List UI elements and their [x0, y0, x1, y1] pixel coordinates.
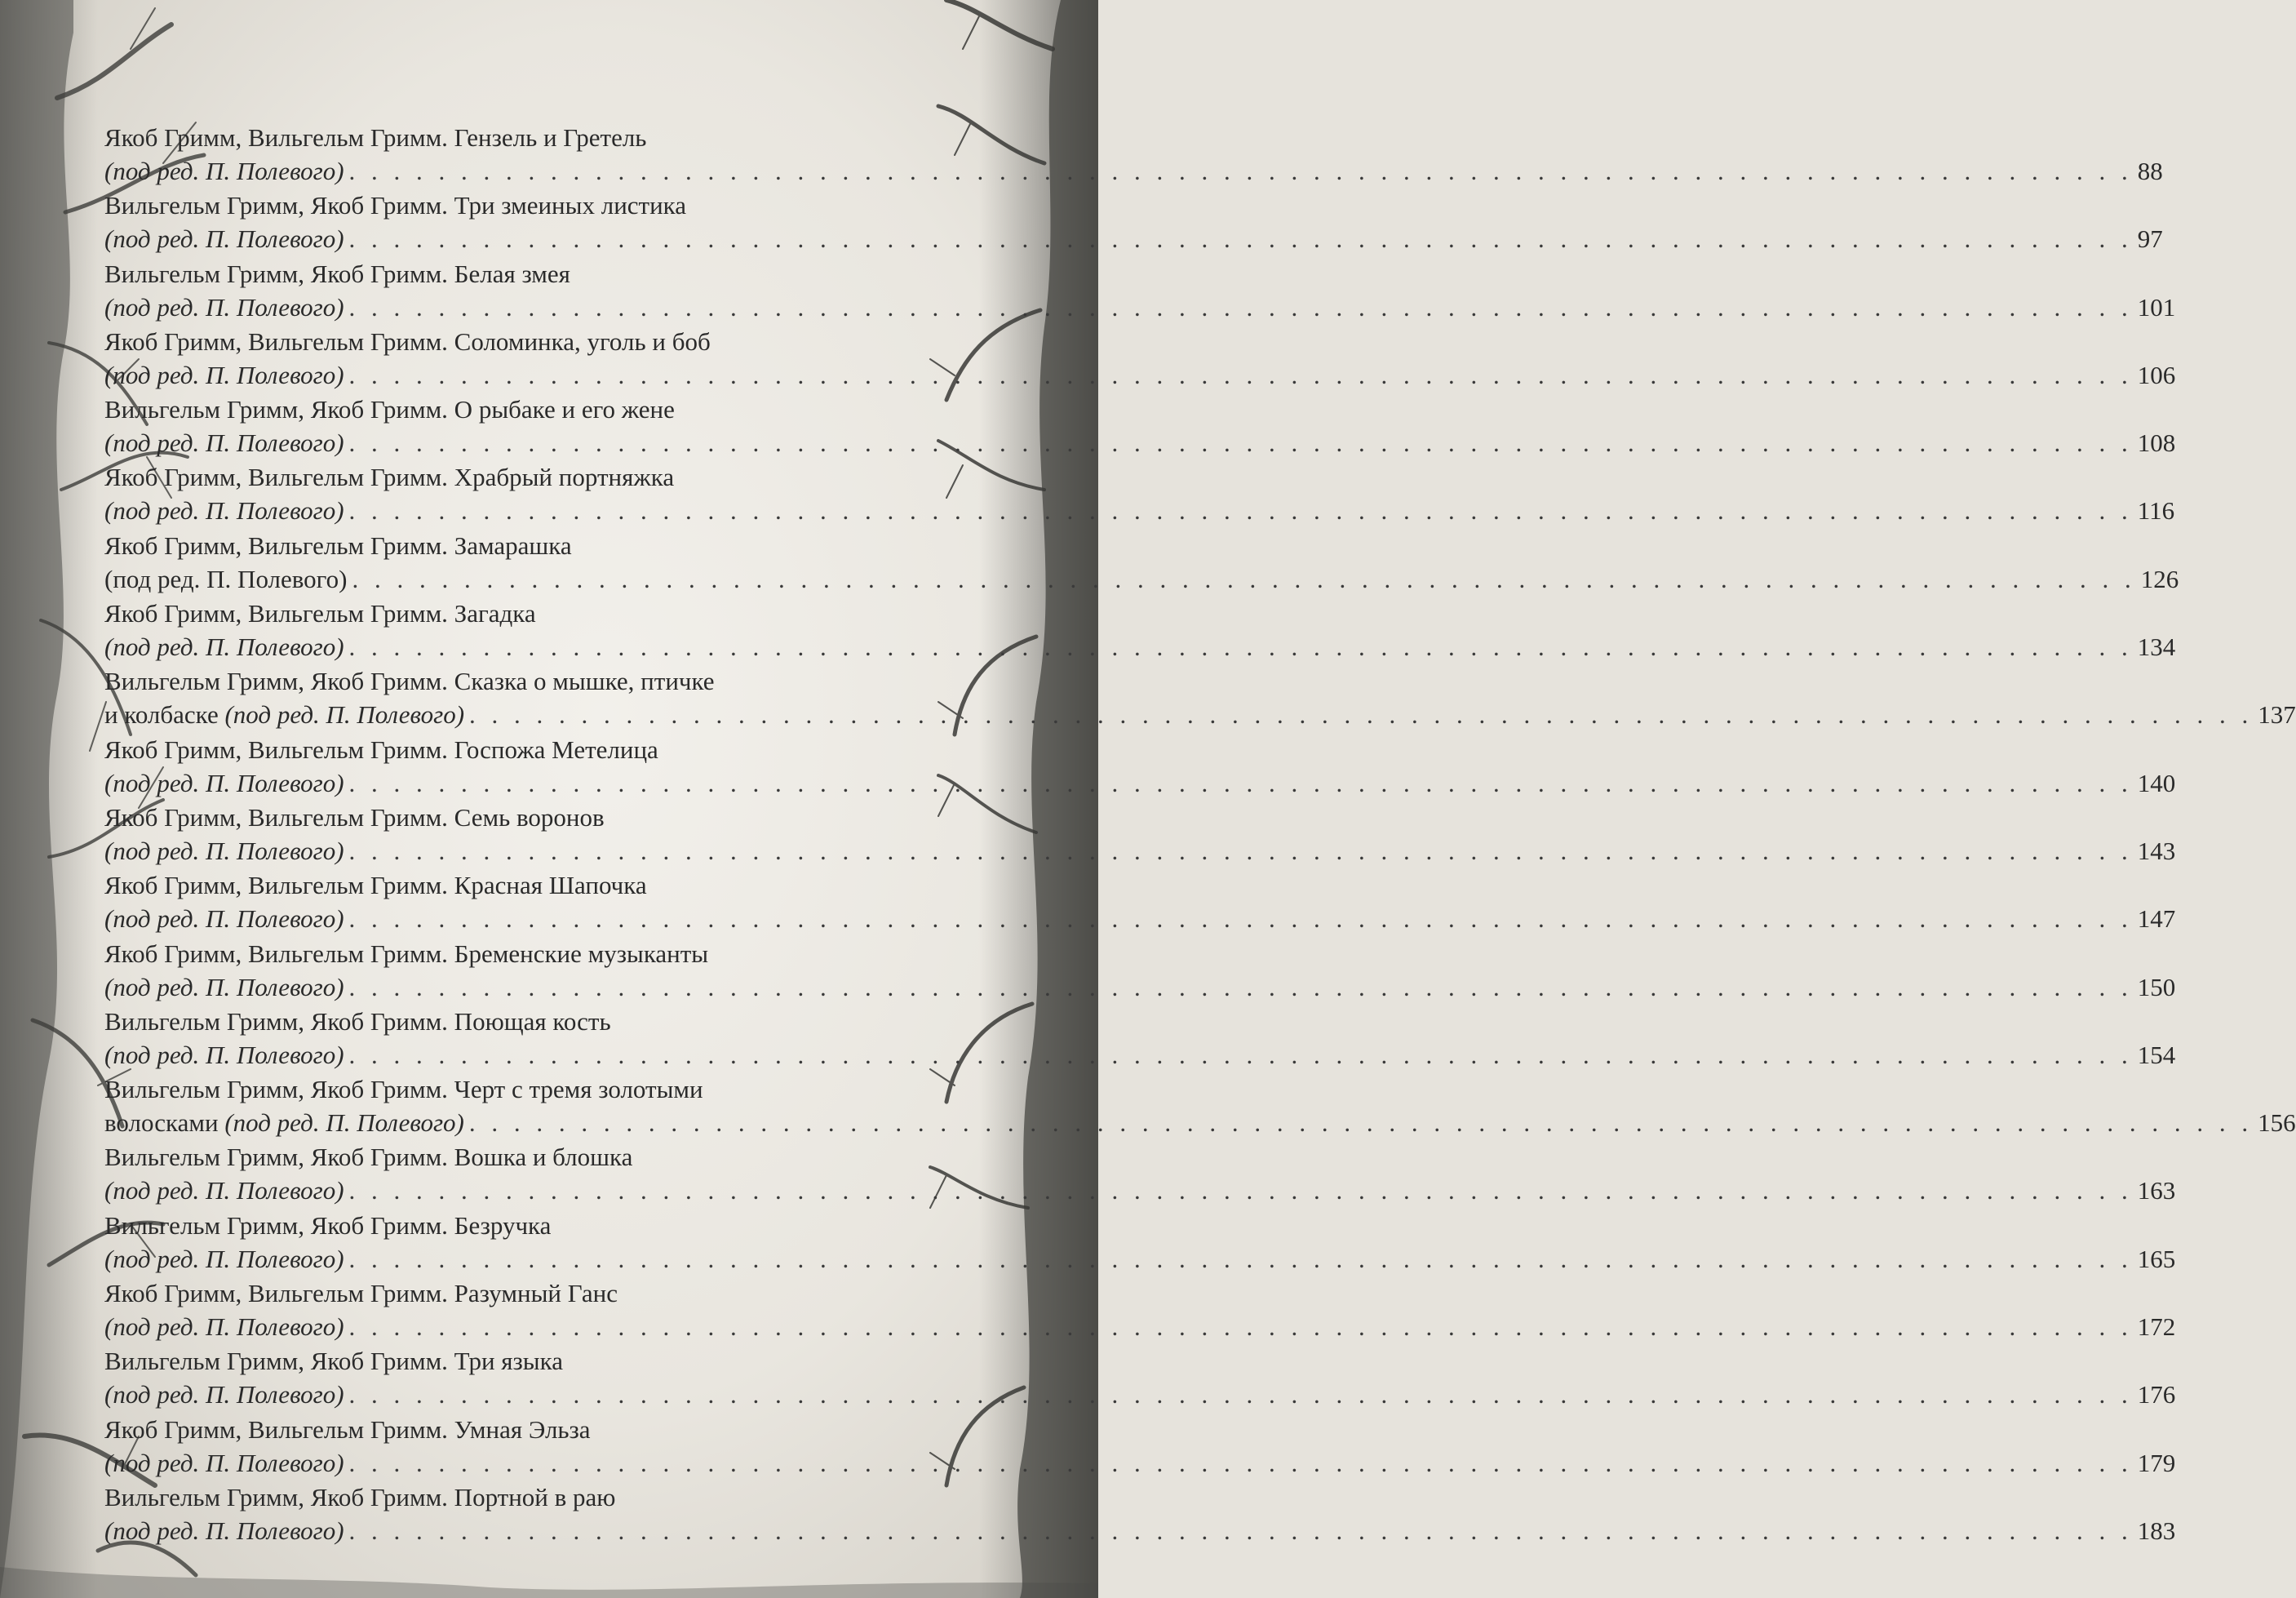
toc-entry [104, 1413, 2176, 1480]
toc-entry-title-line [104, 1005, 927, 1038]
page-number: 137 [2258, 700, 2296, 730]
entry-title: Вильгельм Гримм, Якоб Гримм. Черт с тремя золотыми [104, 1075, 703, 1104]
toc-entry-title-line [104, 529, 927, 562]
toc-entry-title-line [104, 1140, 927, 1174]
entry-editor-note: (под ред. П. Полевого) [104, 633, 344, 662]
page-number: 108 [2137, 428, 2176, 458]
toc-entry-title-line [104, 257, 927, 291]
entry-title: Вильгельм Гримм, Якоб Гримм. Поющая кость [104, 1006, 611, 1036]
page-number: 150 [2137, 972, 2176, 1001]
toc-entry [104, 393, 2176, 460]
entry-title: Вильгельм Гримм, Якоб Гримм. О рыбаке и его жене [104, 395, 675, 424]
entry-editor-note: (под ред. П. Полевого) [104, 904, 344, 934]
toc-entry-editor-line [104, 426, 2176, 459]
toc-entry-editor-line [104, 291, 2176, 324]
entry-title: Вильгельм Гримм, Якоб Гримм. Безручка [104, 1210, 552, 1240]
dot-leader: . . . . . . . . . . . . . . . . . . . . . . . . . . . . . . . . . . . . . . . . . . . . . . . . . . . . . . . . . . . . . . . . . . . . . . . . . . . . . . . . [348, 768, 2133, 797]
toc-entry [104, 1276, 2176, 1344]
entry-editor-note: (под ред. П. Полевого) [104, 428, 344, 458]
entry-editor-note: (под ред. П. Полевого) [104, 1244, 344, 1273]
entry-editor-note: (под ред. П. Полевого) [104, 224, 344, 254]
toc-entry-title-line [104, 121, 927, 154]
entry-title: Якоб Гримм, Вильгельм Гримм. Госпожа Метелица [104, 735, 658, 764]
page-number: 147 [2137, 904, 2176, 934]
toc-entry [104, 529, 2179, 597]
entry-editor-note: (под ред. П. Полевого) [104, 1176, 344, 1205]
toc-entry-editor-line [104, 1446, 2176, 1480]
dot-leader: . . . . . . . . . . . . . . . . . . . . . . . . . . . . . . . . . . . . . . . . . . . . . . . . . . . . . . . . . . . . . . . . . . . . . . . . . . . . . . . . [348, 972, 2133, 1001]
page-number: 126 [2140, 564, 2179, 593]
page-number: 101 [2137, 292, 2176, 322]
page-number: 165 [2137, 1244, 2176, 1273]
dot-leader: . . . . . . . . . . . . . . . . . . . . . . . . . . . . . . . . . . . . . . . . . . . . . . . . . . . . . . . . . . . . . . . . . . . . . . . . . . . . . . . . [348, 1312, 2133, 1342]
page-number: 183 [2137, 1516, 2176, 1545]
entry-title: Якоб Гримм, Вильгельм Гримм. Семь воронов [104, 802, 605, 832]
entry-title: Якоб Гримм, Вильгельм Гримм. Замарашка [104, 530, 572, 560]
entry-editor-note: (под ред. П. Полевого) [104, 972, 344, 1001]
entry-editor-note: (под ред. П. Полевого) [104, 1040, 344, 1069]
toc-entry-title-line [104, 597, 927, 630]
entry-title: Якоб Гримм, Вильгельм Гримм. Загадка [104, 599, 536, 628]
dot-leader: . . . . . . . . . . . . . . . . . . . . . . . . . . . . . . . . . . . . . . . . . . . . . . . . . . . . . . . . . . . . . . . . . . . . . . . . . . . . . . . . [348, 1176, 2133, 1205]
toc-entry-editor-line [104, 630, 2176, 664]
entry-editor-note: (под ред. П. Полевого) [104, 1312, 344, 1342]
toc-entry-editor-line [104, 1378, 2176, 1411]
toc-entry-editor-line [104, 1038, 2176, 1072]
dot-leader: . . . . . . . . . . . . . . . . . . . . . . . . . . . . . . . . . . . . . . . . . . . . . . . . . . . . . . . . . . . . . . . . . . . . . . . . . . . . . . . . [348, 1516, 2133, 1545]
toc-entry [104, 1072, 2296, 1140]
page-number: 179 [2137, 1448, 2176, 1477]
toc-entry [104, 1480, 2176, 1548]
toc-entry-title-line [104, 1072, 927, 1106]
page-number: 116 [2137, 496, 2175, 526]
toc-entry-title-line [104, 1413, 927, 1446]
toc-entry-title-line [104, 460, 927, 494]
entry-title: Вильгельм Гримм, Якоб Гримм. Три змеиных листика [104, 191, 687, 220]
toc-entry-editor-line [104, 358, 2176, 392]
toc-entry-editor-line [104, 1106, 2296, 1139]
toc-entry [104, 1209, 2176, 1276]
entry-editor-note: (под ред. П. Полевого) [104, 564, 348, 593]
toc-entry-editor-line [104, 1174, 2176, 1207]
dot-leader: . . . . . . . . . . . . . . . . . . . . . . . . . . . . . . . . . . . . . . . . . . . . . . . . . . . . . . . . . . . . . . . . . . . . . . . . . . . . . . . . [348, 360, 2133, 389]
entry-title: Вильгельм Гримм, Якоб Гримм. Белая змея [104, 259, 570, 288]
page-number: 88 [2137, 157, 2163, 185]
dot-leader: . . . . . . . . . . . . . . . . . . . . . . . . . . . . . . . . . . . . . . . . . . . . . . . . . . . . . . . . . . . . . . . . . . . . . . . . . . . . . . . . [348, 836, 2133, 865]
entry-title: Якоб Гримм, Вильгельм Гримм. Бременские музыканты [104, 939, 709, 968]
entry-editor-note: (под ред. П. Полевого) [104, 1380, 344, 1409]
dot-leader: . . . . . . . . . . . . . . . . . . . . . . . . . . . . . . . . . . . . . . . . . . . . . . . . . . . . . . . . . . . . . . . . . . . . . . . . . . . . . . . . [468, 1108, 2254, 1138]
entry-title-continuation: волосками [104, 1108, 225, 1138]
entry-title: Вильгельм Гримм, Якоб Гримм. Сказка о мышке, птичке [104, 667, 715, 696]
toc-entry-title-line [104, 868, 927, 902]
entry-editor-note: (под ред. П. Полевого) [104, 836, 344, 865]
dot-leader: . . . . . . . . . . . . . . . . . . . . . . . . . . . . . . . . . . . . . . . . . . . . . . . . . . . . . . . . . . . . . . . . . . . . . . . . . . . . . . . . [348, 428, 2133, 458]
entry-editor-note: (под ред. П. Полевого) [104, 1448, 344, 1477]
entry-title: Вильгельм Гримм, Якоб Гримм. Три языка [104, 1347, 563, 1376]
dot-leader: . . . . . . . . . . . . . . . . . . . . . . . . . . . . . . . . . . . . . . . . . . . . . . . . . . . . . . . . . . . . . . . . . . . . . . . . . . . . . . . . [348, 904, 2133, 934]
toc-entry-title-line [104, 189, 927, 222]
page-number: 134 [2137, 633, 2176, 662]
dot-leader: . . . . . . . . . . . . . . . . . . . . . . . . . . . . . . . . . . . . . . . . . . . . . . . . . . . . . . . . . . . . . . . . . . . . . . . . . . . . . . . . [348, 1244, 2133, 1273]
toc-entry-title-line [104, 325, 927, 358]
toc-entry-title-line [104, 733, 927, 766]
toc-entry [104, 460, 2175, 528]
dot-leader: . . . . . . . . . . . . . . . . . . . . . . . . . . . . . . . . . . . . . . . . . . . . . . . . . . . . . . . . . . . . . . . . . . . . . . . . . . . . . . . . [348, 1380, 2133, 1409]
entry-title: Якоб Гримм, Вильгельм Гримм. Разумный Ганс [104, 1279, 618, 1308]
entry-editor-note: (под ред. П. Полевого) [104, 1516, 344, 1545]
entry-editor-note: (под ред. П. Полевого) [224, 700, 465, 730]
toc-entry-title-line [104, 1276, 927, 1310]
page-number: 172 [2137, 1312, 2176, 1342]
dot-leader: . . . . . . . . . . . . . . . . . . . . . . . . . . . . . . . . . . . . . . . . . . . . . . . . . . . . . . . . . . . . . . . . . . . . . . . . . . . . . . . . [348, 292, 2133, 322]
entry-title: Якоб Гримм, Вильгельм Гримм. Гензель и Гретель [104, 123, 647, 152]
entry-editor-note: (под ред. П. Полевого) [104, 360, 344, 389]
toc-entry-title-line [104, 1209, 927, 1242]
entry-editor-note: (под ред. П. Полевого) [224, 1108, 464, 1138]
toc-entry-editor-line [104, 1310, 2176, 1343]
entry-editor-note: (под ред. П. Полевого) [104, 496, 344, 526]
toc-entry [104, 257, 2176, 325]
dot-leader: . . . . . . . . . . . . . . . . . . . . . . . . . . . . . . . . . . . . . . . . . . . . . . . . . . . . . . . . . . . . . . . . . . . . . . . . . . . . . . . . [348, 496, 2133, 526]
page-number: 106 [2137, 360, 2176, 389]
toc-entry-editor-line [104, 562, 2179, 596]
toc-entry-editor-line [104, 766, 2176, 800]
page-number: 154 [2137, 1040, 2176, 1069]
page-number: 156 [2258, 1108, 2296, 1138]
dot-leader: . . . . . . . . . . . . . . . . . . . . . . . . . . . . . . . . . . . . . . . . . . . . . . . . . . . . . . . . . . . . . . . . . . . . . . . . . . . . . . . . [352, 564, 2136, 593]
toc-entry [104, 1140, 2176, 1208]
page-number: 97 [2137, 224, 2163, 254]
dot-leader: . . . . . . . . . . . . . . . . . . . . . . . . . . . . . . . . . . . . . . . . . . . . . . . . . . . . . . . . . . . . . . . . . . . . . . . . . . . . . . . . [469, 700, 2254, 730]
toc-entry-editor-line [104, 222, 2163, 255]
toc-entry [104, 937, 2176, 1005]
toc-entry-editor-line [104, 154, 2163, 188]
toc-entry [104, 1005, 2176, 1072]
toc-entry-title-line [104, 1480, 927, 1514]
dot-leader: . . . . . . . . . . . . . . . . . . . . . . . . . . . . . . . . . . . . . . . . . . . . . . . . . . . . . . . . . . . . . . . . . . . . . . . . . . . . . . . . [348, 1448, 2133, 1477]
entry-title: Якоб Гримм, Вильгельм Гримм. Красная Шапочка [104, 871, 647, 900]
entry-title-continuation: и колбаске [104, 700, 225, 730]
entry-editor-note: (под ред. П. Полевого) [104, 157, 344, 185]
toc-entry-title-line [104, 664, 927, 698]
toc-entry-editor-line [104, 1242, 2176, 1276]
toc-entry-editor-line [104, 970, 2176, 1004]
toc-entry-title-line [104, 801, 927, 834]
toc-entry-editor-line [104, 1514, 2176, 1547]
entry-editor-note: (под ред. П. Полевого) [104, 768, 344, 797]
toc-entry-editor-line [104, 494, 2175, 527]
toc-entry [104, 733, 2176, 801]
page-number: 176 [2137, 1380, 2176, 1409]
toc-entry [104, 801, 2176, 868]
toc-entry-title-line [104, 1344, 927, 1378]
dot-leader: . . . . . . . . . . . . . . . . . . . . . . . . . . . . . . . . . . . . . . . . . . . . . . . . . . . . . . . . . . . . . . . . . . . . . . . . . . . . . . . . [348, 633, 2133, 662]
toc-entry-title-line [104, 393, 927, 426]
entry-editor-note: (под ред. П. Полевого) [104, 292, 344, 322]
toc-entry [104, 868, 2176, 936]
toc-entry-title-line [104, 937, 927, 970]
table-of-contents [104, 121, 2296, 1548]
dot-leader: . . . . . . . . . . . . . . . . . . . . . . . . . . . . . . . . . . . . . . . . . . . . . . . . . . . . . . . . . . . . . . . . . . . . . . . . . . . . . . . . [348, 1040, 2133, 1069]
toc-entry [104, 1344, 2176, 1412]
toc-entry-editor-line [104, 834, 2176, 868]
entry-title: Якоб Гримм, Вильгельм Гримм. Умная Эльза [104, 1414, 591, 1444]
page-number: 163 [2137, 1176, 2176, 1205]
entry-title: Якоб Гримм, Вильгельм Гримм. Соломинка, уголь и боб [104, 326, 711, 356]
entry-title: Вильгельм Гримм, Якоб Гримм. Вошка и блошка [104, 1143, 633, 1172]
entry-title: Якоб Гримм, Вильгельм Гримм. Храбрый портняжка [104, 463, 675, 492]
toc-entry [104, 597, 2176, 664]
entry-title: Вильгельм Гримм, Якоб Гримм. Портной в раю [104, 1482, 616, 1511]
toc-entry [104, 664, 2296, 732]
toc-entry [104, 325, 2176, 393]
page-number: 140 [2137, 768, 2176, 797]
toc-entry-editor-line [104, 902, 2176, 935]
dot-leader: . . . . . . . . . . . . . . . . . . . . . . . . . . . . . . . . . . . . . . . . . . . . . . . . . . . . . . . . . . . . . . . . . . . . . . . . . . . . . . . . [348, 224, 2133, 254]
page-number: 143 [2137, 836, 2176, 865]
toc-entry [104, 121, 2163, 189]
toc-entry-editor-line [104, 698, 2296, 731]
dot-leader: . . . . . . . . . . . . . . . . . . . . . . . . . . . . . . . . . . . . . . . . . . . . . . . . . . . . . . . . . . . . . . . . . . . . . . . . . . . . . . . . [348, 157, 2133, 185]
toc-entry [104, 189, 2163, 256]
